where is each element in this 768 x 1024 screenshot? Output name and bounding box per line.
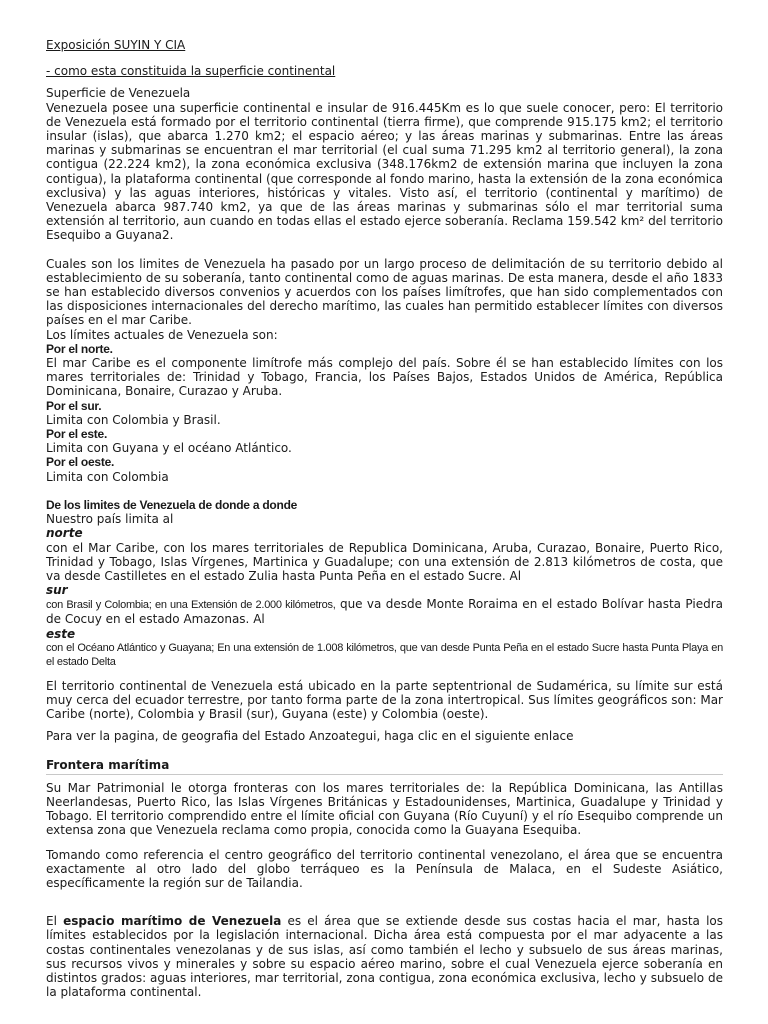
superficie-paragraph: Venezuela posee una superficie continental e insular de 916.445Km es lo que suele conocer, pero: El territorio de Venezuela está formado por el territorio continental (tierra firme), que comprende 915.175 km2; el territorio insular (islas), que abarca 1.270 km2; el espacio aéreo; y las áreas marinas y submarinas. Entre las áreas marinas y submarinas se encuentran el mar territorial (el cual suma 71.295 km2 al territorio general), la zona contigua (22.224 km2), la zona económica exclusiva (348.176km2 de extensión marina que incluyen la zona contigua), la plataforma continental (que corresponde al fondo marino, hasta la extensión de la zona económica exclusiva) y las aguas interiores, históricas y vitales. Visto así, el territorio (continental y marítimo) de Venezuela abarca 987.740 km2, ya que de las áreas marinas y submarinas sólo el mar territorial suma extensión al territorio, aun cuando en todas ellas el estado ejerce soberanía. Reclama 159.542 km² del territorio Esequibo a Guyana2.	[46, 100, 723, 243]
por-el-oeste-text: Limita con Colombia	[46, 469, 169, 484]
donde-norte-text: con el Mar Caribe, con los mares territoriales de Republica Dominicana, Aruba, Curazao, Bonaire, Puerto Rico, Trinidad y Tobago, Islas Vírgenes, Martinica y Guadalupe; con una extensión de 2.813 kilómetros de costa, que va desde Castilletes en el estado Zulia hasta Punta Peña en el estado Sucre. Al	[46, 540, 723, 583]
donde-norte-label: norte	[46, 526, 83, 541]
por-el-este-text: Limita con Guyana y el océano Atlántico.	[46, 441, 292, 456]
document-subtitle: - como esta constituida la superficie continental	[46, 64, 336, 79]
donde-heading: De los limites de Venezuela de donde a donde	[46, 497, 298, 512]
heading-divider	[46, 774, 723, 775]
ubicacion-paragraph: El territorio continental de Venezuela está ubicado en la parte septentrional de Sudamérica, su límite sur está muy cerca del ecuador terrestre, por tanto forma parte de la zona intertropical. Sus límites geográficos son: Mar Caribe (norte), Colombia y Brasil (sur), Guyana (este) y Colombia (oeste).	[46, 678, 723, 722]
donde-este-text: con el Océano Atlántico y Guayana; En una extensión de 1.008 kilómetros, que van desde Punta Peña en el estado Sucre hasta Punta Playa en el estado Delta	[46, 641, 723, 668]
frontera-paragraph-1: Su Mar Patrimonial le otorga fronteras con los mares territoriales de: la República Dominicana, las Antillas Neerlandesas, Puerto Rico, las Islas Vírgenes Británicas y Estadounidenses, Martinica, Guadalupe y Trinidad y Tobago. El territorio comprendido entre el límite oficial con Guyana (Río Cuyuní) y el río Esequibo comprende un extensa zona que Venezuela reclama como propia, conocida como la Guayana Esequiba.	[46, 780, 723, 838]
donde-sur-text	[46, 597, 723, 626]
frontera-heading: Frontera marítima	[46, 757, 170, 772]
limites-actuales-text: Los límites actuales de Venezuela son:	[46, 327, 278, 342]
espacio-paragraph	[46, 914, 723, 999]
por-el-norte-text: El mar Caribe es el componente limítrofe más complejo del país. Sobre él se han establecido límites con los mares territoriales de: Trinidad y Tobago, Francia, los Países Bajos, Estados Unidos de América, República Dominicana, Bonaire, Curazao y Aruba.	[46, 356, 723, 399]
limites-intro-paragraph: Cuales son los limites de Venezuela ha pasado por un largo proceso de delimitación de su territorio debido al establecimiento de su soberanía, tanto continental como de aguas marinas. De esta manera, desde el año 1833 se han establecido diversos convenios y acuerdos con los países limítrofes, que han sido complementados con las disposiciones internacionales del derecho marítimo, las cuales han permitido establecer límites con diversos países en el mar Caribe.	[46, 256, 723, 328]
frontera-paragraph-2: Tomando como referencia el centro geográfico del territorio continental venezolano, el área que se encuentra exactamente al otro lado del globo terráqueo es la Península de Malaca, en el Sudeste Asiático, específicamente la región sur de Tailandia.	[46, 847, 723, 890]
por-el-sur-text: Limita con Colombia y Brasil.	[46, 412, 221, 427]
donde-intro: Nuestro país limita al	[46, 512, 174, 527]
document-title: Exposición SUYIN Y CIA	[46, 38, 186, 52]
por-el-sur-label: Por el sur.	[46, 398, 102, 413]
donde-sur-text-b: que va desde Monte Roraima en el estado Bolívar hasta Piedra de Cocuy en el estado Amazonas. Al	[46, 597, 723, 627]
donde-este-label: este	[46, 626, 76, 641]
espacio-pre: El	[46, 914, 64, 929]
document-page	[46, 38, 723, 999]
por-el-oeste-label: Por el oeste.	[46, 455, 115, 470]
por-el-este-label: Por el este.	[46, 427, 108, 442]
por-el-norte-label: Por el norte.	[46, 341, 113, 356]
superficie-heading: Superficie de Venezuela	[46, 86, 191, 101]
donde-sur-text-a: con Brasil y Colombia; en una Extensión de 2.000 kilómetros,	[46, 599, 336, 612]
donde-sur-label: sur	[46, 583, 68, 598]
enlace-text: Para ver la pagina, de geografia del Estado Anzoategui, haga clic en el siguiente enlace	[46, 729, 574, 744]
espacio-bold-term: espacio marítimo de Venezuela	[63, 914, 282, 929]
espacio-text: es el área que se extiende desde sus costas hacia el mar, hasta los límites establecidos por la legislación internacional. Dicha área está compuesta por el mar adyacente a las costas continentales venezolanas y de sus islas, así como también el lecho y subsuelo de sus áreas marinas, sus recursos vivos y minerales y sobre su espacio aéreo marino, sobre el cual Venezuela ejerce soberanía en distintos grados: aguas interiores, mar territorial, zona contigua, zona económica exclusiva, lecho y subsuelo de la plataforma continental.	[46, 914, 723, 1000]
